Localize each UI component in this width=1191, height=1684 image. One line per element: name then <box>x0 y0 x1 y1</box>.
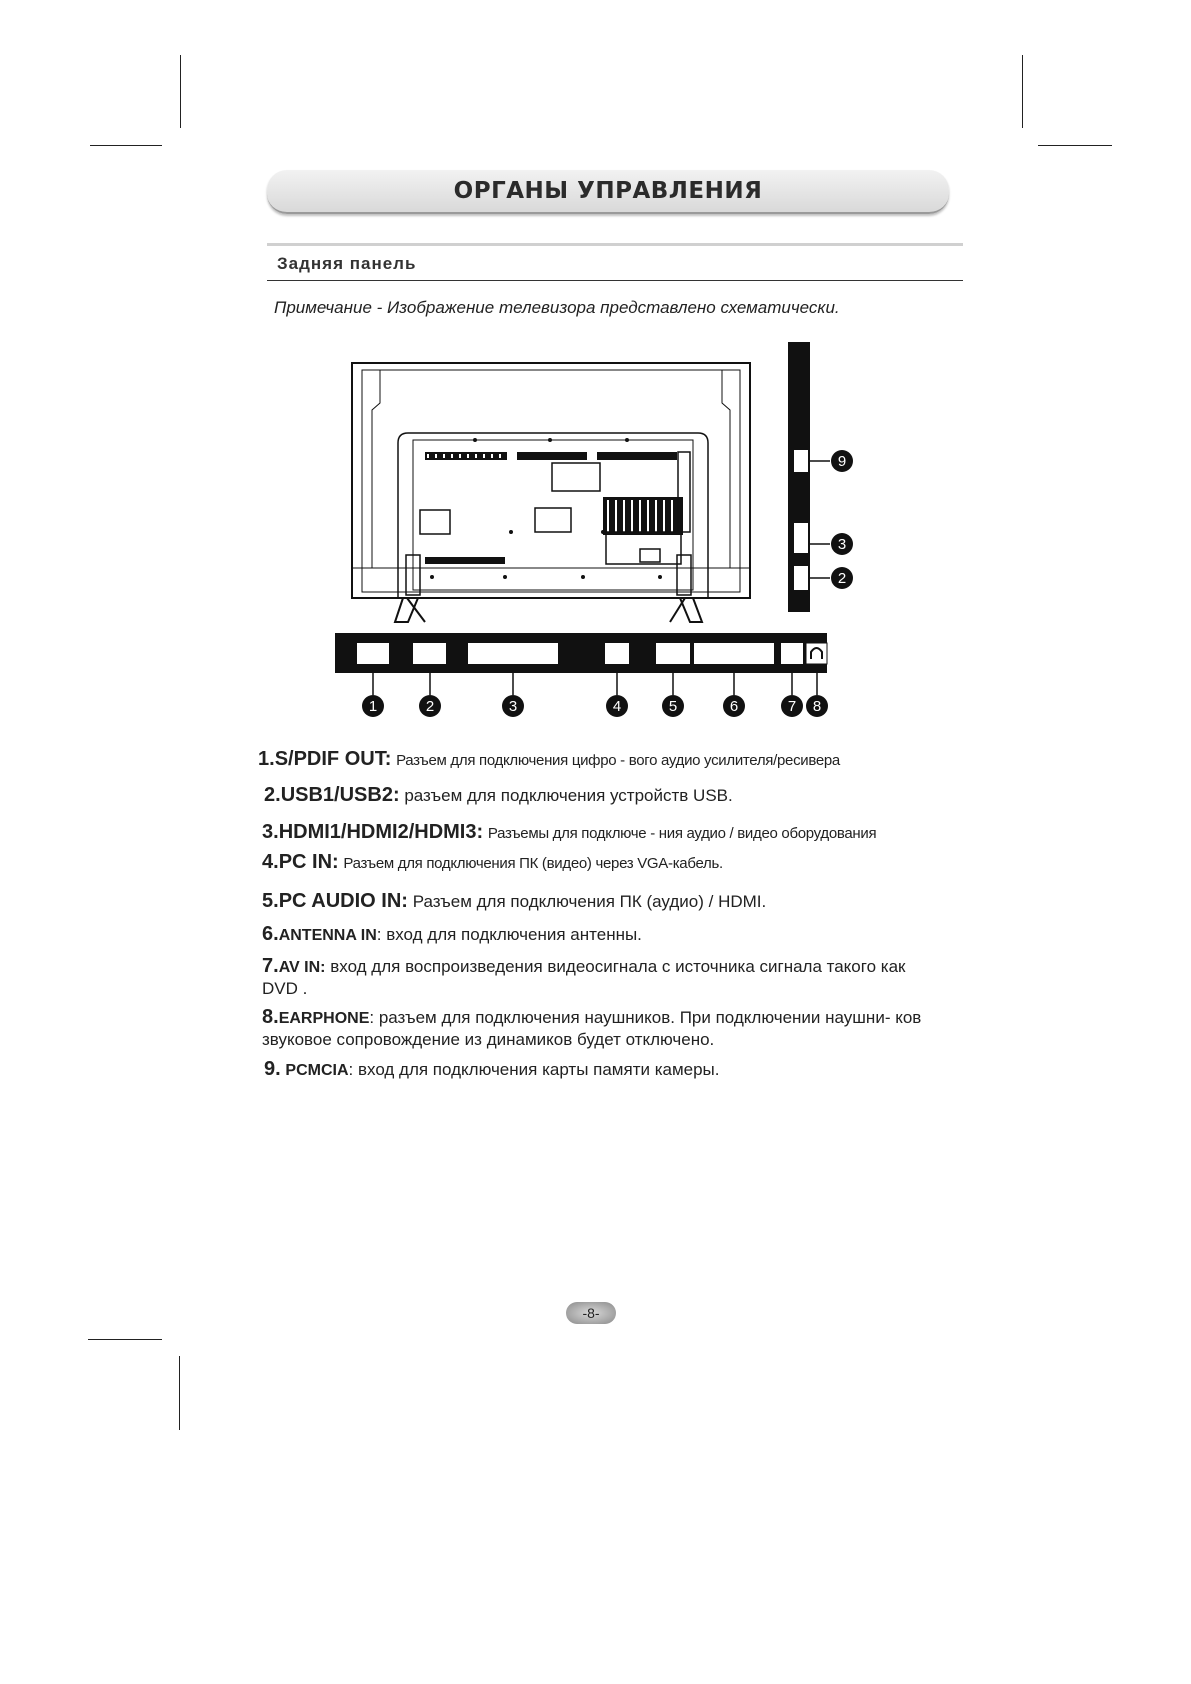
page-number: -8- <box>566 1302 616 1324</box>
list-item: 9. PCMCIA: вход для подключения карты памяти камеры. <box>264 1058 720 1080</box>
callout-9 <box>831 450 853 472</box>
side-callouts <box>831 450 853 589</box>
crop-mark <box>179 1356 180 1430</box>
svg-text:8: 8 <box>812 698 822 715</box>
callout-6 <box>723 695 745 717</box>
crop-mark <box>88 1339 162 1340</box>
page-title: ОРГАНЫ УПРАВЛЕНИЯ <box>453 178 763 204</box>
callout-5 <box>662 695 684 717</box>
bottom-callouts <box>362 695 828 717</box>
list-item: 6.ANTENNA IN: вход для подключения антенны. <box>262 923 642 945</box>
svg-text:9: 9 <box>837 453 847 470</box>
callout-3 <box>831 533 853 555</box>
list-item: 2.USB1/USB2: разъем для подключения устройств USB. <box>264 784 733 806</box>
svg-text:1: 1 <box>368 698 378 715</box>
callout-4 <box>606 695 628 717</box>
list-item: 8.EARPHONE: разъем для подключения наушников. При подключении наушни- ков звуковое сопровождение из динамиков будет отключено. <box>262 1006 922 1049</box>
svg-text:4: 4 <box>612 698 622 715</box>
svg-text:2: 2 <box>425 698 435 715</box>
list-item: 3.HDMI1/HDMI2/HDMI3: Разъемы для подключе - ния аудио / видео оборудования <box>262 821 877 843</box>
callout-1 <box>362 695 384 717</box>
callout-2 <box>831 567 853 589</box>
section-title: Задняя панель <box>267 243 963 281</box>
svg-text:5: 5 <box>668 698 678 715</box>
list-item: 5.PC AUDIO IN: Разъем для подключения ПК (аудио) / HDMI. <box>262 890 767 912</box>
callout-3 <box>502 695 524 717</box>
list-item: 7.AV IN: вход для воспроизведения видеосигнала с источника сигнала такого как DVD . <box>262 955 906 998</box>
svg-text:3: 3 <box>837 536 847 553</box>
list-item: 4.PC IN: Разъем для подключения ПК (видео) через VGA-кабель. <box>262 851 723 873</box>
tv-stand <box>395 555 702 622</box>
svg-text:7: 7 <box>787 698 797 715</box>
list-item: 1.S/PDIF OUT: Разъем для подключения цифро - вого аудио усилителя/ресивера <box>258 748 840 770</box>
note-text: Примечание - Изображение телевизора представлено схематически. <box>274 298 840 317</box>
side-panel <box>788 342 830 612</box>
callout-8 <box>806 695 828 717</box>
tv-rear-diagram <box>0 0 1191 740</box>
svg-text:2: 2 <box>837 570 847 587</box>
callout-2 <box>419 695 441 717</box>
callout-7 <box>781 695 803 717</box>
svg-text:6: 6 <box>729 698 739 715</box>
bottom-panel <box>335 633 827 695</box>
svg-text:3: 3 <box>508 698 518 715</box>
